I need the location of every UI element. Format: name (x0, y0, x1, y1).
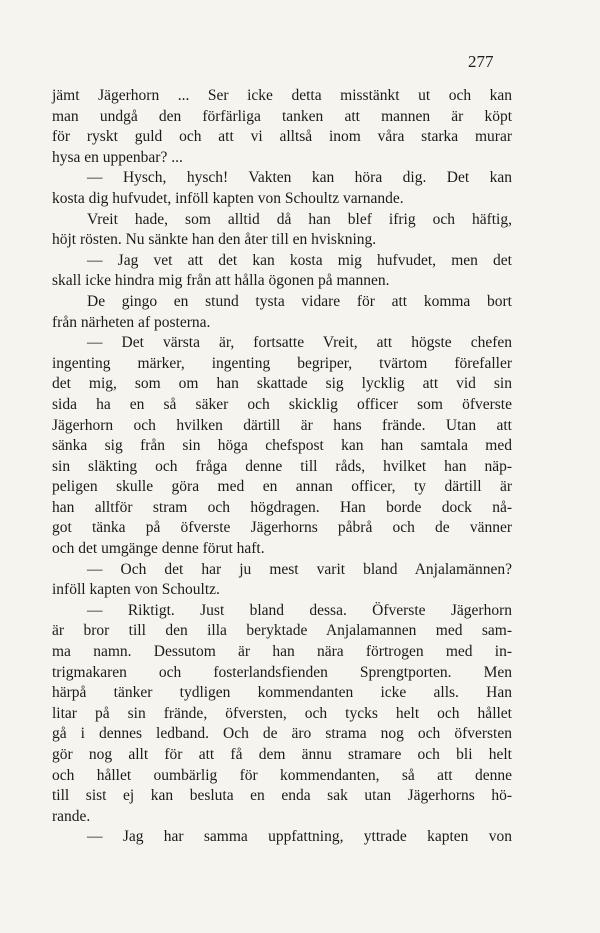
text-line: — Jag vet att det kan kosta mig hufvudet, men det (87, 251, 512, 269)
text-line: — Riktigt. Just bland dessa. Öfverste Jägerhorn (87, 601, 512, 619)
text-line: man undgå den förfärliga tanken att mannen är köpt (52, 107, 512, 125)
body-text (52, 86, 512, 848)
text-line: kosta dig hufvudet, inföll kapten von Schoultz varnande. (52, 189, 404, 207)
text-line: litar på sin frände, öfversten, och tycks helt och hållet (52, 704, 512, 722)
text-line: inföll kapten von Schoultz. (52, 581, 220, 599)
text-line: det mig, som om han skattade sig lycklig att vid sin (52, 375, 512, 393)
text-line: ma namn. Dessutom är han nära förtrogen med in- (52, 643, 512, 661)
text-line: skall icke hindra mig från att hålla ögonen på mannen. (52, 272, 390, 290)
text-line: — Och det har ju mest varit bland Anjalamännen? (87, 560, 512, 578)
text-line: sin släkting och fråga denne till råds, hvilket han näp- (52, 457, 512, 475)
text-line: hysa en uppenbar? ... (52, 148, 183, 166)
text-line: och hållet oumbärlig för kommendanten, så att denne (52, 766, 512, 784)
text-line: ingenting märker, ingenting begriper, tvärtom förefaller (52, 354, 512, 372)
text-line: han alltför stram och högdragen. Han borde dock nå- (52, 498, 512, 516)
text-line: gå i dennes ledband. Och de äro strama nog och öfversten (52, 725, 512, 743)
text-line: jämt Jägerhorn ... Ser icke detta misstänkt ut och kan (52, 87, 512, 104)
text-line: De gingo en stund tysta vidare för att komma bort (87, 292, 512, 310)
text-line: för ryskt guld och att vi alltså inom våra starka murar (52, 128, 512, 146)
text-line: sänka sig från sin höga chefspost kan han samtala med (52, 437, 512, 455)
text-line: — Jag har samma uppfattning, yttrade kapten von (87, 828, 512, 846)
text-line: härpå tänker tydligen kommendanten icke alls. Han (52, 684, 512, 702)
text-line: är bror till den illa beryktade Anjalamannen med sam- (52, 622, 512, 640)
text-line: — Det värsta är, fortsatte Vreit, att högste chefen (87, 334, 512, 352)
text-line: got tänka på öfverste Jägerhorns påbrå och de vänner (52, 519, 512, 537)
text-line: sida ha en så säker och skicklig officer som öfverste (52, 395, 512, 413)
text-line: till sist ej kan besluta en enda sak utan Jägerhorns hö- (52, 787, 512, 805)
text-line: rande. (52, 807, 91, 825)
text-line: från närheten af posterna. (52, 313, 211, 331)
text-line: trigmakaren och fosterlandsfienden Sprengtporten. Men (52, 663, 512, 681)
text-line: Jägerhorn och hvilken därtill är hans frände. Utan att (52, 416, 512, 434)
text-line: peligen skulle göra med en annan officer, ty därtill är (52, 478, 512, 496)
page-number: 277 (468, 52, 494, 71)
text-line: höjt rösten. Nu sänkte han den åter till en hviskning. (52, 231, 377, 249)
text-line: gör nog allt för att få dem ännu stramare och bli helt (52, 746, 512, 763)
text-line: — Hysch, hysch! Vakten kan höra dig. Det kan (87, 169, 512, 187)
text-line: och det umgänge denne förut haft. (52, 540, 265, 558)
text-line: Vreit hade, som alltid då han blef ifrig och häftig, (87, 210, 512, 228)
